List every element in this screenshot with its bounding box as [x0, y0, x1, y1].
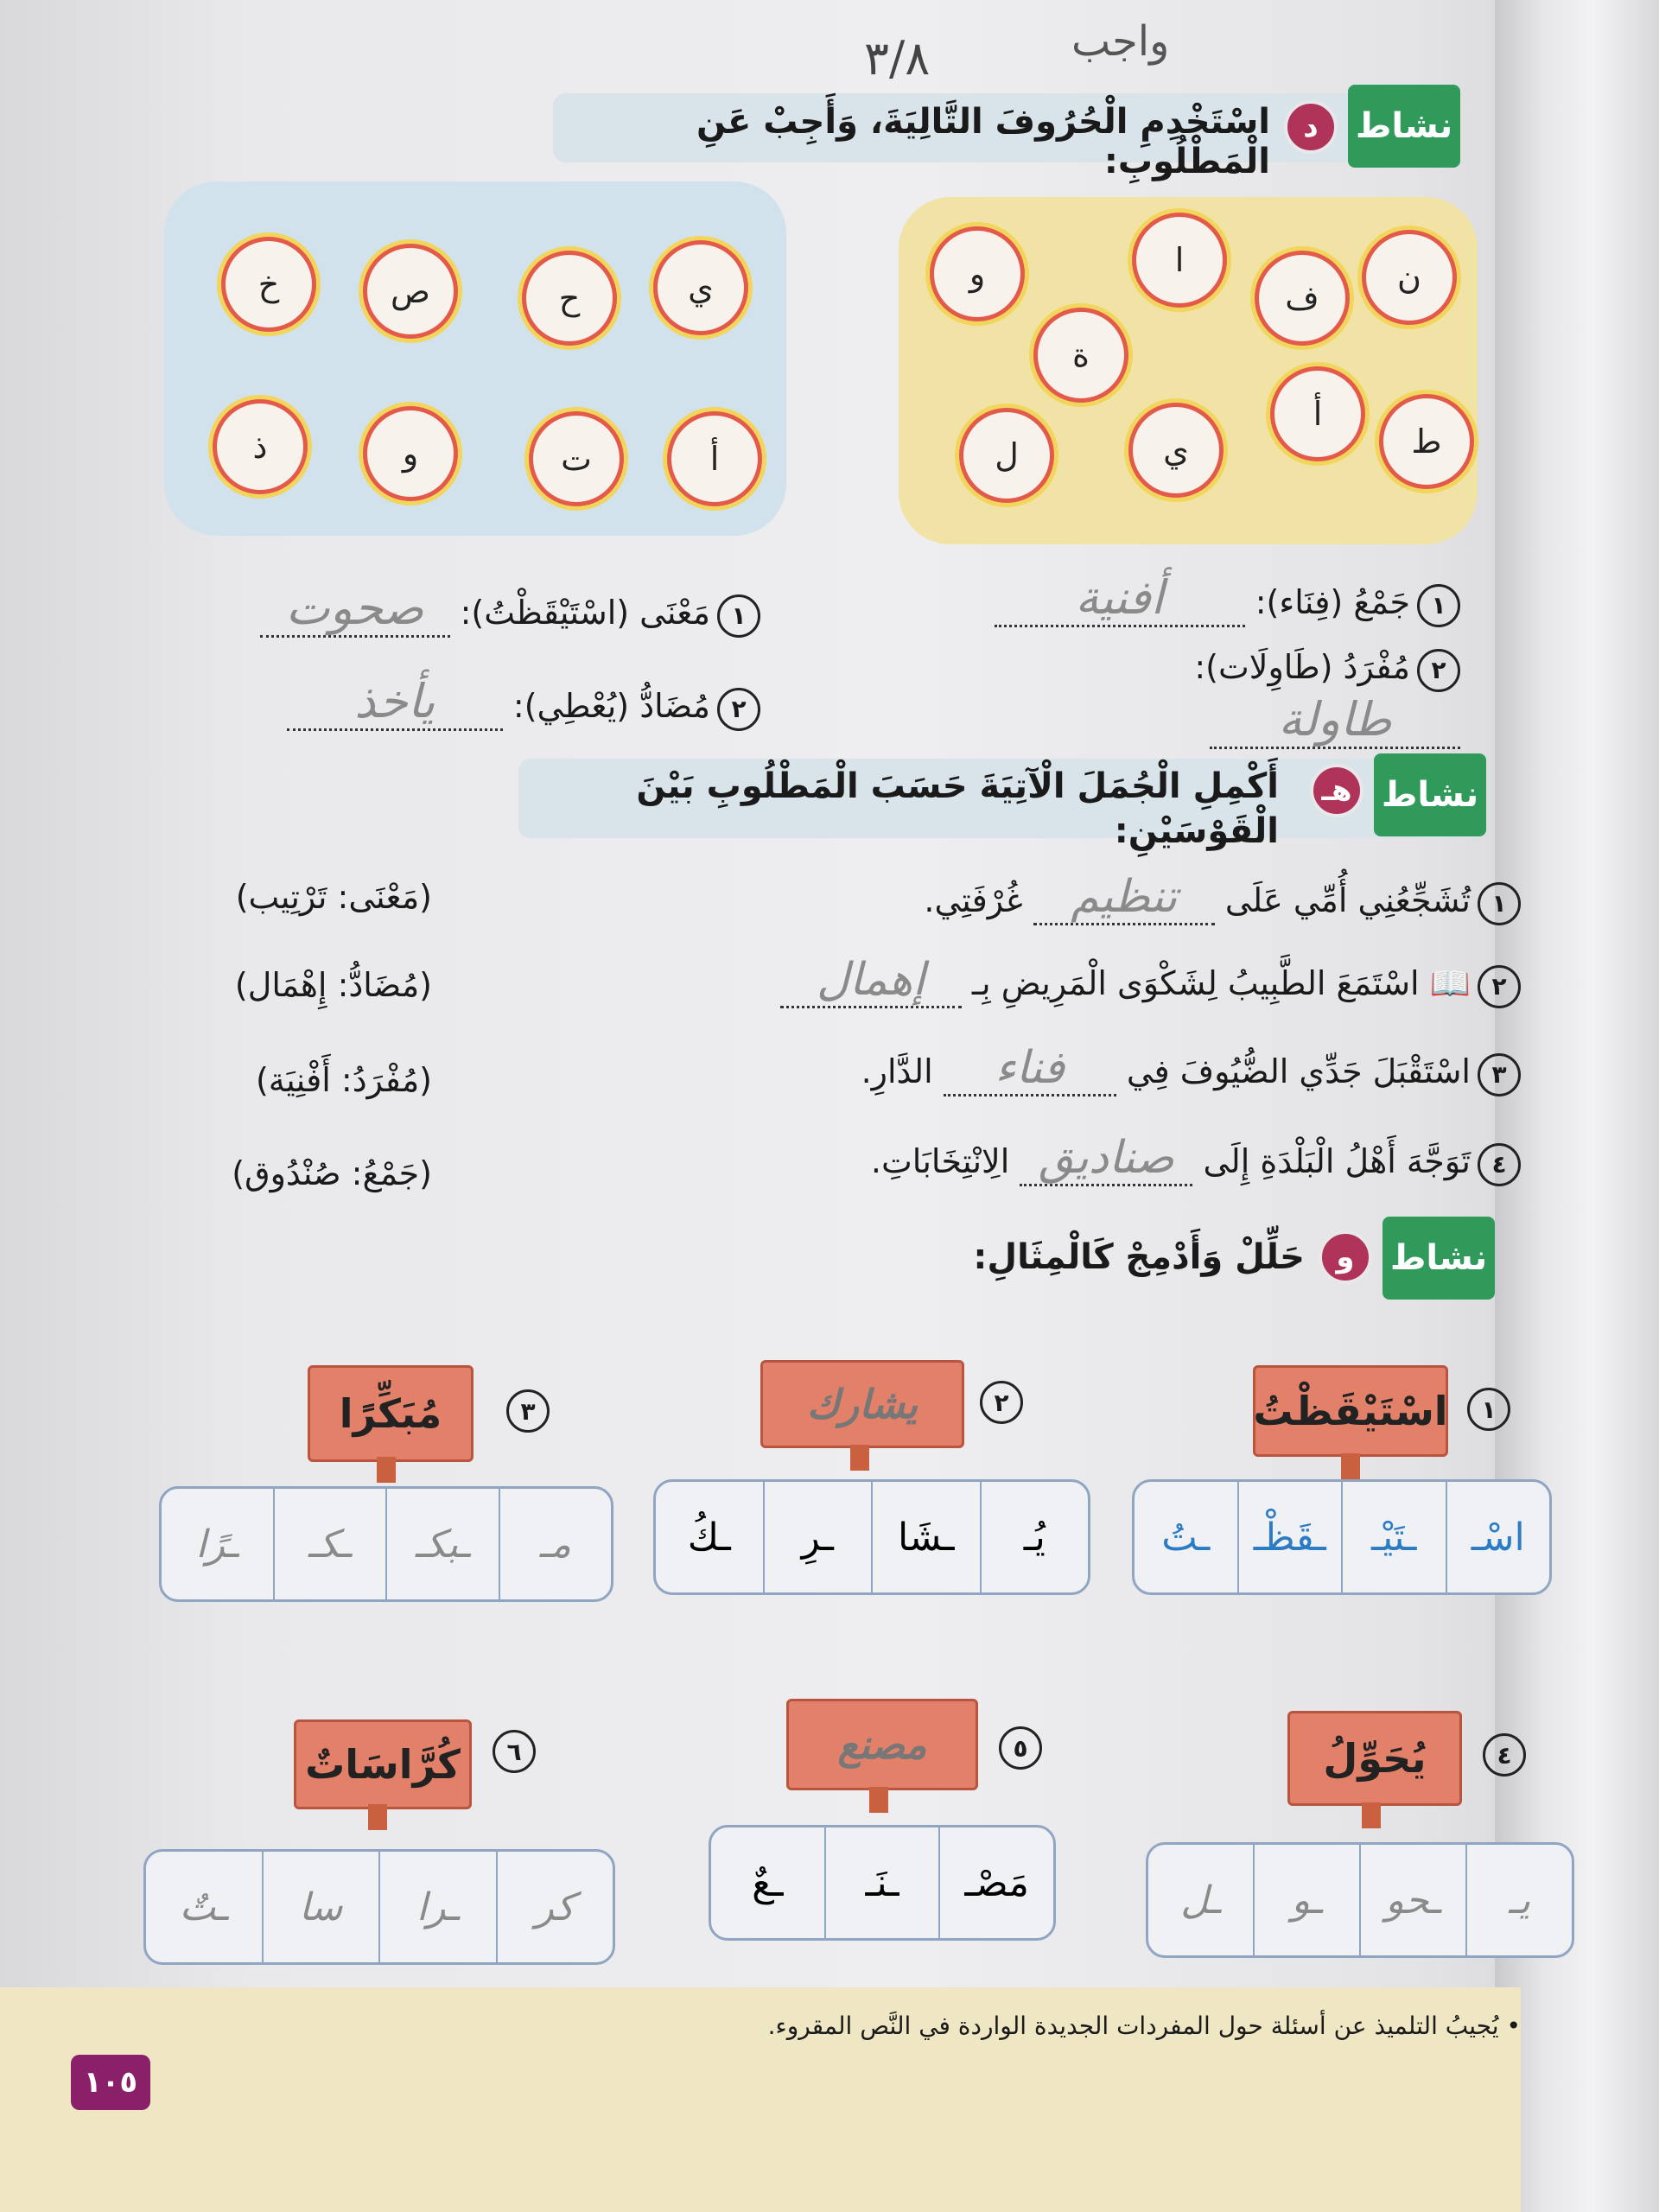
badge-label: نشاط [1381, 775, 1479, 815]
sign-post [368, 1804, 387, 1830]
handwritten-answer: أفنية [1075, 570, 1164, 625]
sign-post [869, 1787, 888, 1813]
syllable-cell: اسْـ [1446, 1482, 1550, 1592]
q-number: ٢ [1417, 649, 1460, 692]
syllable-cell[interactable]: ـنَـ [824, 1827, 939, 1938]
syllable-row[interactable] [709, 1825, 1056, 1941]
syllable-cell[interactable]: يـ [1465, 1845, 1572, 1955]
syllable-cell[interactable]: ـكـ [273, 1489, 386, 1599]
letter-circle: ي [653, 240, 748, 335]
syllable-cell[interactable]: مـ [499, 1489, 612, 1599]
q-label: مَعْنَى (اسْتَيْقَظْتُ): [460, 594, 710, 632]
syllable-cell: ـتَيْـ [1341, 1482, 1446, 1592]
sentence-text: اسْتَقْبَلَ جَدِّي الضُّيُوفَ فِي [1126, 1052, 1471, 1090]
syllable-row[interactable] [1146, 1842, 1574, 1958]
badge-label: نشاط [1355, 106, 1453, 146]
activity-d-instruction: اسْتَخْدِمِ الْحُرُوفَ التَّالِيَةَ، وَأَجِبْ عَنِ الْمَطْلُوبِ: [696, 102, 1270, 181]
sentence-2 [734, 954, 1521, 1008]
question-plural-fina [942, 570, 1460, 627]
answer-line[interactable] [1020, 1132, 1192, 1186]
group-number: ٣ [506, 1389, 550, 1433]
syllable-cell[interactable]: ـبكـ [385, 1489, 499, 1599]
syllable-cell[interactable]: ـو [1253, 1845, 1359, 1955]
answer-line[interactable] [287, 674, 503, 731]
letter-circle: ن [1362, 230, 1457, 325]
question-meaning-istayqazt [190, 581, 760, 638]
letter-circle: خ [221, 237, 316, 332]
letter-circle: ل [959, 408, 1054, 503]
letter-circle: و [363, 406, 458, 501]
sentence-text: غُرْفَتِي. [924, 881, 1023, 919]
letter-circle: و [930, 226, 1025, 321]
syllable-row[interactable] [159, 1486, 613, 1602]
letter-circle: ص [363, 244, 458, 339]
group-number: ٢ [980, 1381, 1023, 1424]
activity-w-badge [1382, 1217, 1495, 1300]
answer-line[interactable] [260, 581, 450, 638]
syllable-cell[interactable]: كر [496, 1852, 613, 1962]
activity-h-badge [1374, 753, 1486, 836]
syllable-cell[interactable]: ـرا [378, 1852, 496, 1962]
handwritten-hw-note: واجب [1071, 17, 1170, 66]
q-label: مُفْرَدُ (طَاوِلَات): [1194, 648, 1410, 686]
sign-post [1341, 1453, 1360, 1479]
word-sign: يشارك [760, 1360, 964, 1448]
sentence-text: تَوَجَّهَ أَهْلُ الْبَلْدَةِ إِلَى [1203, 1142, 1471, 1180]
q-number: ٣ [1478, 1053, 1521, 1096]
q-number: ٢ [1478, 965, 1521, 1008]
letter-circle: ط [1379, 394, 1474, 489]
syllable-cell[interactable]: ـشَا [871, 1482, 980, 1592]
group-number: ٥ [999, 1726, 1042, 1770]
sentence-text: الدَّارِ. [861, 1052, 933, 1090]
answer-line[interactable] [1033, 871, 1215, 925]
syllable-cell[interactable]: ـعٌ [752, 1860, 784, 1905]
answer-line[interactable] [944, 1042, 1116, 1096]
syllable-row[interactable] [143, 1849, 615, 1965]
activity-d-badge [1348, 85, 1460, 168]
answer-line[interactable] [1210, 692, 1460, 749]
letter-circle: ة [1033, 308, 1128, 403]
syllable-cell[interactable]: ـل [1180, 1878, 1221, 1923]
group-number: ٦ [493, 1730, 536, 1773]
letter-circle: ح [522, 251, 617, 346]
q-number: ٤ [1478, 1143, 1521, 1186]
hint-3: (مُفْرَدُ: أَفْنِيَة) [255, 1061, 432, 1099]
letter-circle: ذ [213, 399, 308, 494]
hint-2: (مُضَادُّ: إِهْمَال) [234, 966, 432, 1004]
syllable-cell: ـتُ [1161, 1515, 1211, 1560]
activity-d-letter: د [1284, 100, 1338, 154]
handwritten-answer: إهمال [817, 954, 925, 1006]
sentence-3 [812, 1042, 1521, 1096]
syllable-cell[interactable]: ـرِ [763, 1482, 872, 1592]
syllable-cell[interactable]: ـرًا [195, 1522, 238, 1567]
letter-circle: ف [1255, 251, 1350, 346]
footer-note: • يُجيبُ التلميذ عن أسئلة حول المفردات الجديدة الواردة في النَّص المقروء. [767, 2012, 1521, 2040]
word-sign: مصنع [786, 1699, 978, 1790]
sign-post [1362, 1802, 1381, 1828]
sentence-4 [812, 1132, 1521, 1186]
page-number: ١٠٥ [71, 2055, 150, 2110]
question-singular-tawilat [942, 648, 1460, 749]
sentence-1 [864, 871, 1521, 925]
activity-w-instruction: حَلِّلْ وَأَدْمِجْ كَالْمِثَالِ: [973, 1237, 1305, 1277]
syllable-cell[interactable]: ـحو [1359, 1845, 1465, 1955]
letter-circle: ت [529, 411, 624, 506]
sign-post [377, 1457, 396, 1483]
q-number: ١ [717, 594, 760, 638]
activity-h-letter: هـ [1310, 764, 1363, 817]
q-label: جَمْعُ (فِنَاء): [1255, 583, 1410, 621]
sign-post [850, 1445, 869, 1471]
handwritten-date: ٣/٨ [864, 31, 931, 86]
q-number: ٢ [717, 688, 760, 731]
syllable-row[interactable] [653, 1479, 1090, 1595]
hint-1: (مَعْنَى: تَرْتِيب) [235, 878, 432, 916]
sentence-text: تُشَجِّعُنِي أُمِّي عَلَى [1224, 881, 1471, 919]
word-sign: كُرَّاسَاتٌ [294, 1719, 472, 1809]
hint-4: (جَمْعُ: صُنْدُوق) [232, 1154, 432, 1192]
q-number: ١ [1478, 882, 1521, 925]
syllable-row [1132, 1479, 1552, 1595]
q-label: مُضَادُّ (يُعْطِي): [512, 687, 710, 725]
sentence-text: 📖 اسْتَمَعَ الطَّبِيبُ لِشَكْوَى الْمَرِيضِ بِـ [971, 964, 1471, 1002]
activity-h-instruction: أَكْمِلِ الْجُمَلَ الْآتِيَةَ حَسَبَ الْمَطْلُوبِ بَيْنَ الْقَوْسَيْنِ: [636, 766, 1279, 851]
syllable-cell[interactable]: ـتٌ [179, 1885, 228, 1929]
activity-w-letter: و [1319, 1230, 1372, 1284]
word-sign: يُحَوِّلُ [1287, 1711, 1462, 1806]
answer-line[interactable] [995, 570, 1245, 627]
q-number: ١ [1417, 584, 1460, 627]
handwritten-answer: صحوت [285, 581, 424, 635]
syllable-cell[interactable]: يُـ [980, 1482, 1089, 1592]
handwritten-answer: يأخذ [354, 674, 435, 728]
syllable-cell: ـقَظْـ [1237, 1482, 1342, 1592]
handwritten-answer: صناديق [1039, 1132, 1174, 1184]
letter-circle: أ [667, 411, 762, 506]
letter-circle: ا [1132, 213, 1227, 308]
handwritten-answer: فناء [995, 1042, 1065, 1094]
word-sign: مُبَكِّرًا [308, 1365, 474, 1462]
handwritten-answer: تنظيم [1071, 871, 1178, 923]
word-sign: اسْتَيْقَظْتُ [1253, 1365, 1448, 1457]
syllable-cell[interactable]: مَصْـ [938, 1827, 1053, 1938]
answer-line[interactable] [780, 954, 962, 1008]
question-opposite-yuti [207, 674, 760, 731]
group-number: ١ [1467, 1388, 1510, 1431]
group-number: ٤ [1483, 1733, 1526, 1777]
sentence-text: الِانْتِخَابَاتِ. [870, 1142, 1010, 1180]
syllable-cell[interactable]: سا [262, 1852, 379, 1962]
letter-circle: ي [1128, 403, 1224, 498]
handwritten-answer: طاولة [1278, 691, 1392, 747]
letter-circle: أ [1270, 366, 1365, 461]
syllable-cell[interactable]: ـكُ [687, 1515, 731, 1560]
badge-label: نشاط [1389, 1238, 1488, 1278]
